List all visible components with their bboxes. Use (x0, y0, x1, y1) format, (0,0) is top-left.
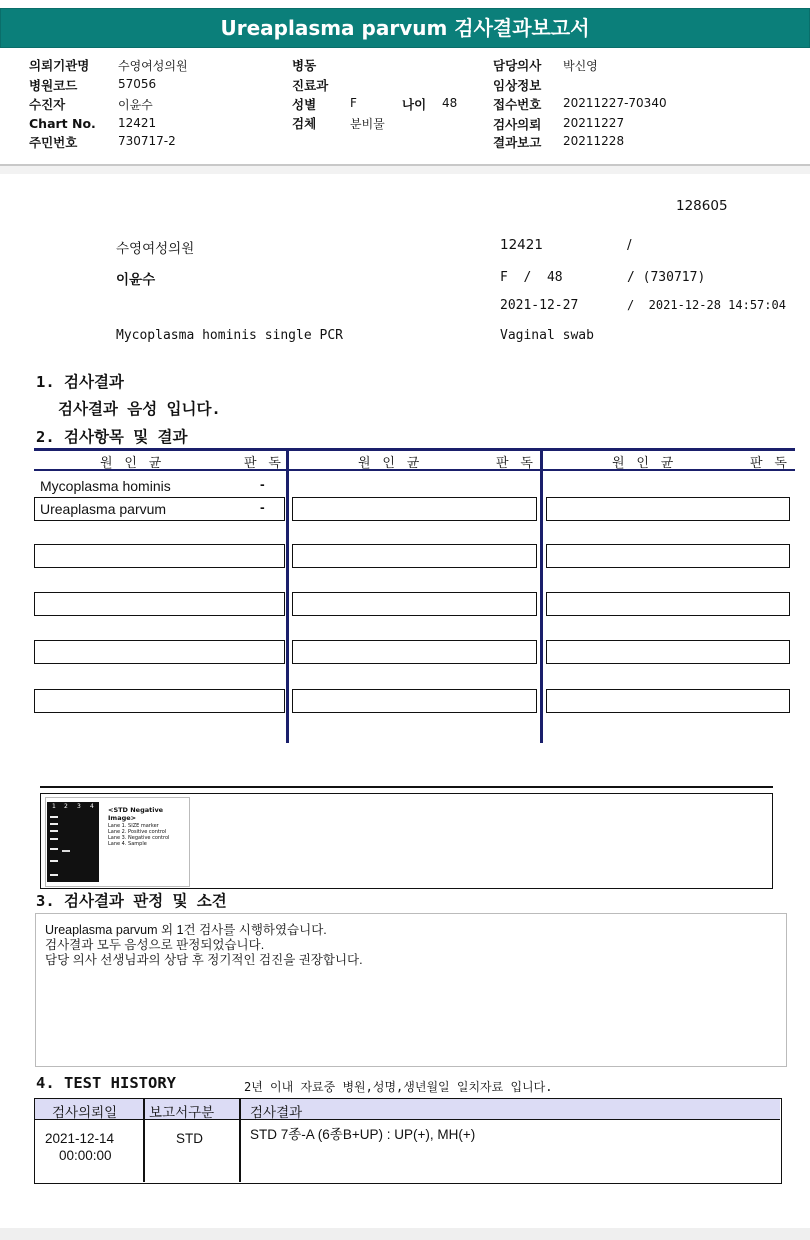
header-label: 결과보고 (493, 135, 542, 150)
header-label: 접수번호 (493, 97, 542, 112)
specimen-type: Vaginal swab (500, 328, 594, 343)
gel-band (50, 860, 58, 862)
pathogen-name: Ureaplasma parvum (40, 501, 167, 517)
gel-band (50, 848, 58, 850)
section1-title: 1. 검사결과 (36, 373, 124, 391)
gel-photo (47, 802, 99, 882)
pathogen-name: Mycoplasma hominis (40, 478, 171, 494)
header-label: 주민번호 (29, 135, 78, 150)
header-value: 57056 (118, 77, 157, 91)
pathogen-header: 원 인 균 (358, 456, 422, 471)
chart-number: 12421 (500, 237, 543, 253)
empty-cell (292, 689, 537, 713)
section2-title: 2. 검사항목 및 결과 (36, 428, 188, 446)
history-note: 2년 이내 자료중 병원,성명,생년월일 일치자료 입니다. (244, 1080, 553, 1094)
history-table (34, 1098, 782, 1184)
pathogen-header: 원 인 균 (100, 456, 164, 471)
history-header: 검사의뢰일 (52, 1105, 118, 1120)
gel-band (50, 830, 58, 832)
empty-cell (546, 689, 790, 713)
gel-legend: Lane 3. Negative control (108, 835, 170, 841)
empty-cell (292, 544, 537, 568)
gel-image (45, 797, 190, 887)
empty-cell (34, 689, 285, 713)
history-header: 검사결과 (250, 1105, 303, 1120)
pathogen-header: 원 인 균 (612, 456, 676, 471)
history-date: 2021-12-14 (45, 1131, 115, 1146)
empty-cell (292, 592, 537, 616)
header-value: 20211227 (563, 116, 625, 130)
report-title: Ureaplasma parvum 검사결과보고서 (0, 8, 810, 48)
header-value: F (350, 96, 357, 110)
comment-line: 검사결과 모두 음성으로 판정되었습니다. (45, 938, 265, 952)
empty-cell (546, 640, 790, 664)
gel-legend: Lane 1. SIZE marker (108, 823, 159, 829)
empty-cell (546, 544, 790, 568)
header-value: 이윤수 (118, 98, 153, 112)
header-label: 담당의사 (493, 58, 542, 73)
comment-line: Ureaplasma parvum 외 1건 검사를 시행하였습니다. (45, 923, 327, 937)
header-label: 병동 (292, 58, 317, 73)
id-part: / (730717) (627, 270, 706, 285)
header-label: 의뢰기관명 (29, 58, 90, 73)
header-label: 진료과 (292, 78, 329, 93)
page-footer-strip (0, 1228, 810, 1240)
empty-cell (292, 640, 537, 664)
result-summary: 검사결과 음성 입니다. (58, 400, 221, 418)
received-date: 2021-12-27 (500, 298, 579, 313)
judgement-header: 판 독 (244, 456, 283, 471)
history-type: STD (176, 1131, 203, 1146)
header-value: 수영여성의원 (118, 59, 188, 73)
empty-cell (34, 640, 285, 664)
empty-cell (546, 592, 790, 616)
header-label: 임상정보 (493, 78, 542, 93)
header-label: 검체 (292, 116, 317, 131)
header-label: 검사의뢰 (493, 117, 542, 132)
section3-title: 3. 검사결과 판정 및 소견 (36, 892, 227, 910)
header-value: 20211227-70340 (563, 96, 667, 110)
judgement-header: 판 독 (750, 456, 789, 471)
clinic-name: 수영여성의원 (116, 241, 195, 257)
slash: / (627, 237, 632, 253)
header-label: Chart No. (29, 116, 96, 131)
column-divider (143, 1099, 145, 1182)
header-label: 성별 (292, 97, 317, 112)
header-value: 12421 (118, 116, 157, 130)
empty-cell (546, 497, 790, 521)
pathogen-result: - (260, 499, 265, 515)
gel-title: <STD Negative Image> (108, 806, 164, 822)
gel-band (62, 850, 70, 852)
history-result: STD 7종-A (6종B+UP) : UP(+), MH(+) (250, 1127, 476, 1142)
lane-label: 1 (52, 803, 56, 810)
gel-band (50, 874, 58, 876)
lane-label: 3 (77, 803, 81, 810)
history-header-row (35, 1099, 780, 1120)
empty-cell (292, 497, 537, 521)
column-divider (286, 451, 289, 743)
header-value: 박신영 (563, 59, 598, 73)
header-shadow (0, 166, 810, 174)
reported-datetime: / 2021-12-28 14:57:04 (627, 298, 786, 312)
history-header: 보고서구분 (149, 1105, 215, 1120)
header-value: 48 (442, 96, 458, 110)
comment-line: 담당 의사 선생님과의 상담 후 정기적인 검진을 권장합니다. (45, 953, 363, 967)
judgement-header: 판 독 (496, 456, 535, 471)
gel-band (50, 816, 58, 818)
empty-cell (34, 544, 285, 568)
gel-legend: Lane 2. Positive control (108, 829, 167, 835)
history-time: 00:00:00 (59, 1148, 112, 1163)
patient-name: 이윤수 (116, 272, 156, 288)
header-label: 수진자 (29, 97, 66, 112)
header-label: 나이 (402, 97, 427, 112)
gel-legend: Lane 4. Sample (108, 841, 147, 847)
header-value: 20211228 (563, 134, 625, 148)
empty-cell (34, 592, 285, 616)
gel-band (50, 823, 58, 825)
column-divider (239, 1099, 241, 1182)
lane-label: 4 (90, 803, 94, 810)
pathogen-result: - (260, 476, 265, 492)
table-top-rule (34, 448, 795, 451)
header-label: 병원코드 (29, 78, 78, 93)
gel-band (50, 838, 58, 840)
lane-label: 2 (64, 803, 68, 810)
sex-age: F / 48 (500, 270, 563, 285)
gel-divider (40, 786, 773, 788)
column-divider (540, 451, 543, 743)
header-value: 분비물 (350, 117, 385, 131)
header-value: 730717-2 (118, 134, 176, 148)
section4-title: 4. TEST HISTORY (36, 1074, 176, 1092)
report-code: 128605 (676, 198, 728, 214)
test-name: Mycoplasma hominis single PCR (116, 328, 343, 343)
